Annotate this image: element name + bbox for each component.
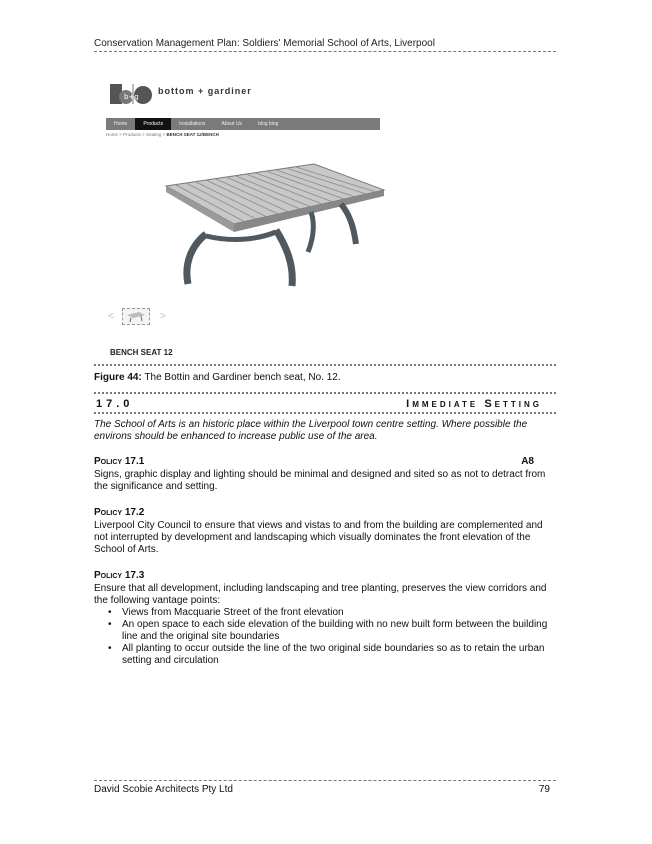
section-title: Immediate Setting bbox=[406, 398, 542, 410]
section-heading bbox=[94, 398, 542, 412]
caption-text: The Bottin and Gardiner bench seat, No. 12. bbox=[141, 372, 341, 383]
policy-code: A8 bbox=[521, 456, 534, 467]
policy-block-17-1 bbox=[94, 456, 554, 493]
bench-seat-photo bbox=[136, 146, 386, 296]
list-item bbox=[94, 643, 554, 667]
logo-mark-text: b+g bbox=[124, 93, 139, 101]
policy-text: Liverpool City Council to ensure that views and vistas to and from the building are complemented and not interrupted by development and landscaping which visually dominates the front elevation of the School of Arts. bbox=[94, 520, 543, 555]
list-item-text: All planting to occur outside the line of the two original side boundaries so as to retain the urban setting and circulation bbox=[122, 643, 545, 666]
thumbnail-image[interactable] bbox=[122, 308, 150, 325]
nav-item-blog[interactable]: blog blog bbox=[258, 121, 279, 127]
section-number: 17.0 bbox=[96, 398, 134, 410]
site-navbar bbox=[106, 118, 380, 130]
page-number: 79 bbox=[538, 784, 550, 795]
policy-block-17-3 bbox=[94, 570, 554, 667]
list-item-text: Views from Macquarie Street of the front elevation bbox=[122, 607, 344, 618]
nav-item-home[interactable]: Home bbox=[114, 121, 128, 127]
policy-heading-row bbox=[94, 507, 554, 520]
nav-item-products[interactable]: Products bbox=[135, 118, 171, 130]
nav-item-installations[interactable]: Installations bbox=[179, 121, 206, 127]
vantage-point-list bbox=[94, 607, 554, 667]
figure-caption bbox=[94, 372, 341, 383]
policy-block-17-2 bbox=[94, 507, 554, 556]
section-divider-top bbox=[94, 392, 556, 394]
breadcrumb-products[interactable]: Products bbox=[123, 132, 141, 137]
policy-heading-row bbox=[94, 456, 554, 469]
page-footer bbox=[94, 784, 556, 795]
policy-heading: Policy 17.3 bbox=[94, 570, 145, 581]
figure-bench-seat bbox=[106, 76, 380, 366]
thumbnail-strip bbox=[108, 308, 168, 326]
bullet-icon: • bbox=[108, 643, 112, 654]
nav-item-about[interactable]: About Us bbox=[221, 121, 243, 127]
policy-heading: Policy 17.1 bbox=[94, 456, 145, 467]
brand-name: bottom + gardiner bbox=[158, 86, 252, 96]
thumb-next-arrow-icon[interactable]: > bbox=[160, 311, 166, 322]
breadcrumb: Home > Products > Seating > BENCH SEAT 12/BENCH bbox=[106, 132, 219, 137]
bullet-icon: • bbox=[108, 607, 112, 618]
page-header: Conservation Management Plan: Soldiers' Memorial School of Arts, Liverpool bbox=[94, 38, 556, 52]
breadcrumb-seating[interactable]: Seating bbox=[146, 132, 162, 137]
breadcrumb-current: BENCH SEAT 12/BENCH bbox=[166, 132, 219, 137]
product-label: BENCH SEAT 12 bbox=[110, 348, 173, 357]
thumb-prev-arrow-icon[interactable]: < bbox=[108, 311, 114, 322]
footer-divider bbox=[94, 780, 556, 781]
list-item-text: An open space to each side elevation of the building with no new built form between the building line and the original site boundaries bbox=[122, 619, 548, 642]
section-intro: The School of Arts is an historic place within the Liverpool town centre setting. Where possible the environs should be enhanced to increase public use of the area. bbox=[94, 419, 528, 442]
list-item bbox=[94, 619, 554, 643]
section-divider-bottom bbox=[94, 412, 556, 414]
footer-company: David Scobie Architects Pty Ltd bbox=[94, 784, 233, 795]
policy-text: Ensure that all development, including landscaping and tree planting, preserves the view corridors and the following vantage points: bbox=[94, 583, 547, 606]
policy-heading: Policy 17.2 bbox=[94, 507, 145, 518]
policy-text: Signs, graphic display and lighting should be minimal and designed and sited so as not to detract from the significance and setting. bbox=[94, 469, 546, 492]
brand-logo bbox=[110, 80, 154, 106]
policy-heading-row bbox=[94, 570, 554, 583]
figure-divider bbox=[94, 364, 556, 366]
brand-logo-row bbox=[106, 76, 380, 106]
list-item bbox=[94, 607, 554, 619]
caption-label: Figure 44: bbox=[94, 372, 142, 383]
thumbnail-bench-icon bbox=[123, 309, 149, 324]
breadcrumb-home[interactable]: Home bbox=[106, 132, 119, 137]
bullet-icon: • bbox=[108, 619, 112, 630]
